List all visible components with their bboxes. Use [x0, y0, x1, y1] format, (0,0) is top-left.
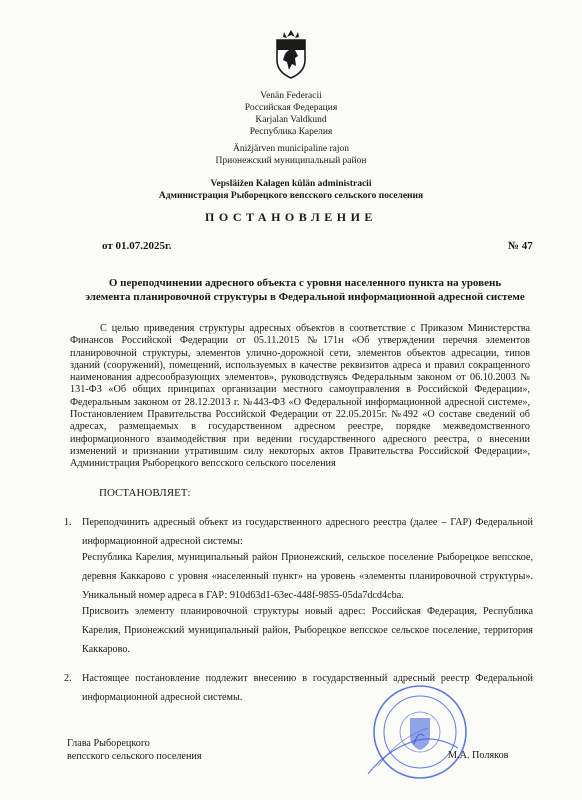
list-marker: 1. [64, 517, 72, 528]
list-item-text: Переподчинить адресный объект из государственного адресного реестра (далее – ГАР) Федеральной информационной адресной системы: [82, 517, 533, 547]
header-line: Администрация Рыборецкого вепсского сельского поселения [158, 191, 424, 201]
list-marker: 2. [64, 673, 72, 684]
header-line: Республика Карелия [249, 127, 333, 137]
signer-name: М.А. Поляков [448, 750, 509, 761]
list-item-text: Настоящее постановление подлежит внесению в государственный адресный реестр Федеральной информационной адресной системы. [82, 673, 533, 703]
list-item-continuation [68, 548, 533, 605]
header-line: Venän Federacii [260, 91, 322, 101]
document-date: от 01.07.2025г. [102, 240, 172, 252]
header-region-lines [0, 90, 582, 138]
document-type-title: ПОСТАНОВЛЕНИЕ [205, 210, 377, 224]
header-line: Änižjärven municipaline rajon [232, 144, 350, 154]
signer-line: Глава Рыборецкого [67, 738, 150, 749]
preamble-paragraph: С целью приведения структуры адресных объектов в соответствие с Приказом Министерства Финансов Российской Федерации от 05.11.2015 №171н «Об утверждении перечня элементов планировочной структуры, элементов улично-дорожной сети, элементов объектов адресации, типов зданий (сооружений), помещений, используемых в качестве реквизитов адреса и правил сокращенного наименования адресообразующих элементов», руководствуясь Федеральным законом от 06.10.2003 № 131-ФЗ «Об общих принципах организации местного самоуправления в Российской Федерации», Федеральным законом от 28.12.2013 г. №443-ФЗ «О Федеральной информационной адресной системе», Постановлением Правительства Российской Федерации от 22.05.2015г. №492 «О составе сведений об адресах, размещаемых в государственном адресном реестре, порядке межведомственного информационного взаимодействия при ведении государственного адресного реестра, о внесении изменений и признании утратившим силу некоторых актов Правительства Российской Федерации», Администрация Рыборецкого вепсского сельского поселения [70, 323, 530, 470]
header-administration-lines [0, 178, 582, 202]
signer-title [67, 738, 202, 763]
list-item-text: Присвоить элементу планировочной структуры новый адрес: Российская Федерация, Республика Карелия, Прионежский муниципальный район, Рыборецкое вепсское сельское поселение, территория Каккарово. [82, 606, 533, 655]
coat-of-arms-icon [271, 28, 311, 80]
list-item-continuation [68, 602, 533, 659]
document-subject: О переподчинении адресного объекта с уровня населенного пункта на уровень элемента планировочной структуры в Федеральной информационной адресной системе [85, 277, 525, 303]
signer-line: вепсского сельского поселения [67, 750, 202, 762]
decree-heading: ПОСТАНОВЛЯЕТ: [99, 487, 191, 499]
list-item [64, 513, 533, 551]
header-district-lines [0, 143, 582, 167]
header-line: Karjalan Valdkund [255, 115, 327, 125]
header-line: Прионежский муниципальный район [215, 156, 367, 166]
list-item-text: Республика Карелия, муниципальный район Прионежский, сельское поселение Рыборецкое вепсское, деревня Каккарово с уровня «населенный пункт» на уровень «элементы планировочной структуры». Уникальный номер адреса в ГАР: 910d63d1-63ec-448f-9855-05da7dcd4cba. [82, 552, 533, 601]
document-number: № 47 [508, 240, 533, 252]
header-line: Vepsläižen Kalagen külän administracii [210, 179, 372, 189]
official-seal-icon [358, 678, 478, 788]
header-line: Российская Федерация [244, 103, 338, 113]
